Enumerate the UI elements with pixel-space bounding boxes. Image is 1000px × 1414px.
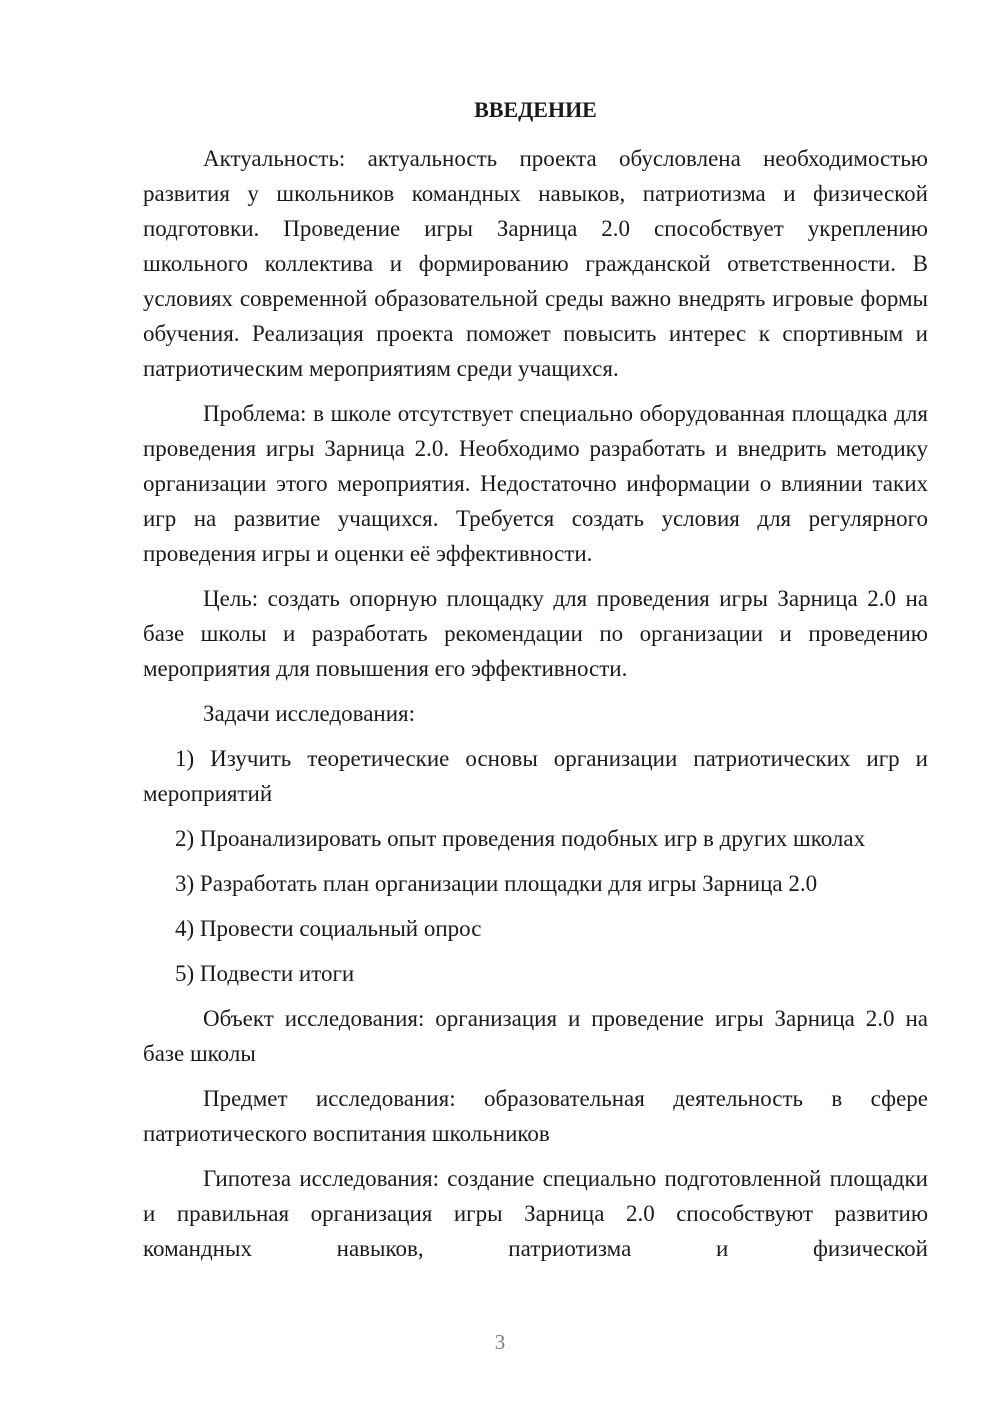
tasks-heading: Задачи исследования:	[203, 701, 416, 726]
task-item-5: 5) Подвести итоги	[175, 961, 355, 986]
task-item-3: 3) Разработать план организации площадки для игры Зарница 2.0	[175, 871, 818, 896]
page-title: ВВЕДЕНИЕ	[474, 97, 597, 122]
goal-paragraph: Цель: создать опорную площадку для проведения игры Зарница 2.0 на базе школы и разработать рекомендации по организации и проведению мероприятия для повышения его эффективности.	[143, 586, 928, 681]
object-paragraph: Объект исследования: организация и проведение игры Зарница 2.0 на базе школы	[143, 1006, 928, 1066]
problem-paragraph: Проблема: в школе отсутствует специально оборудованная площадка для проведения игры Зарница 2.0. Необходимо разработать и внедрить методику организации этого мероприятия. Недостаточно информации о влиянии таких игр на развитие учащихся. Требуется создать условия для регулярного проведения игры и оценки её эффективности.	[143, 401, 928, 566]
page-content	[143, 92, 928, 1276]
task-item-4: 4) Провести социальный опрос	[175, 916, 482, 941]
subject-paragraph: Предмет исследования: образовательная деятельность в сфере патриотического воспитания школьников	[143, 1086, 928, 1146]
hypothesis-paragraph: Гипотеза исследования: создание специально подготовленной площадки и правильная организация игры Зарница 2.0 способствуют развитию командных навыков, патриотизма и физической	[143, 1166, 928, 1261]
page-number: 3	[494, 1330, 506, 1354]
task-item-1: 1) Изучить теоретические основы организации патриотических игр и мероприятий	[143, 746, 928, 806]
task-item-2: 2) Проанализировать опыт проведения подобных игр в других школах	[175, 826, 866, 851]
relevance-paragraph: Актуальность: актуальность проекта обусловлена необходимостью развития у школьников командных навыков, патриотизма и физической подготовки. Проведение игры Зарница 2.0 способствует укреплению школьного коллектива и формированию гражданской ответственности. В условиях современной образовательной среды важно внедрять игровые формы обучения. Реализация проекта поможет повысить интерес к спортивным и патриотическим мероприятиям среди учащихся.	[143, 146, 928, 381]
